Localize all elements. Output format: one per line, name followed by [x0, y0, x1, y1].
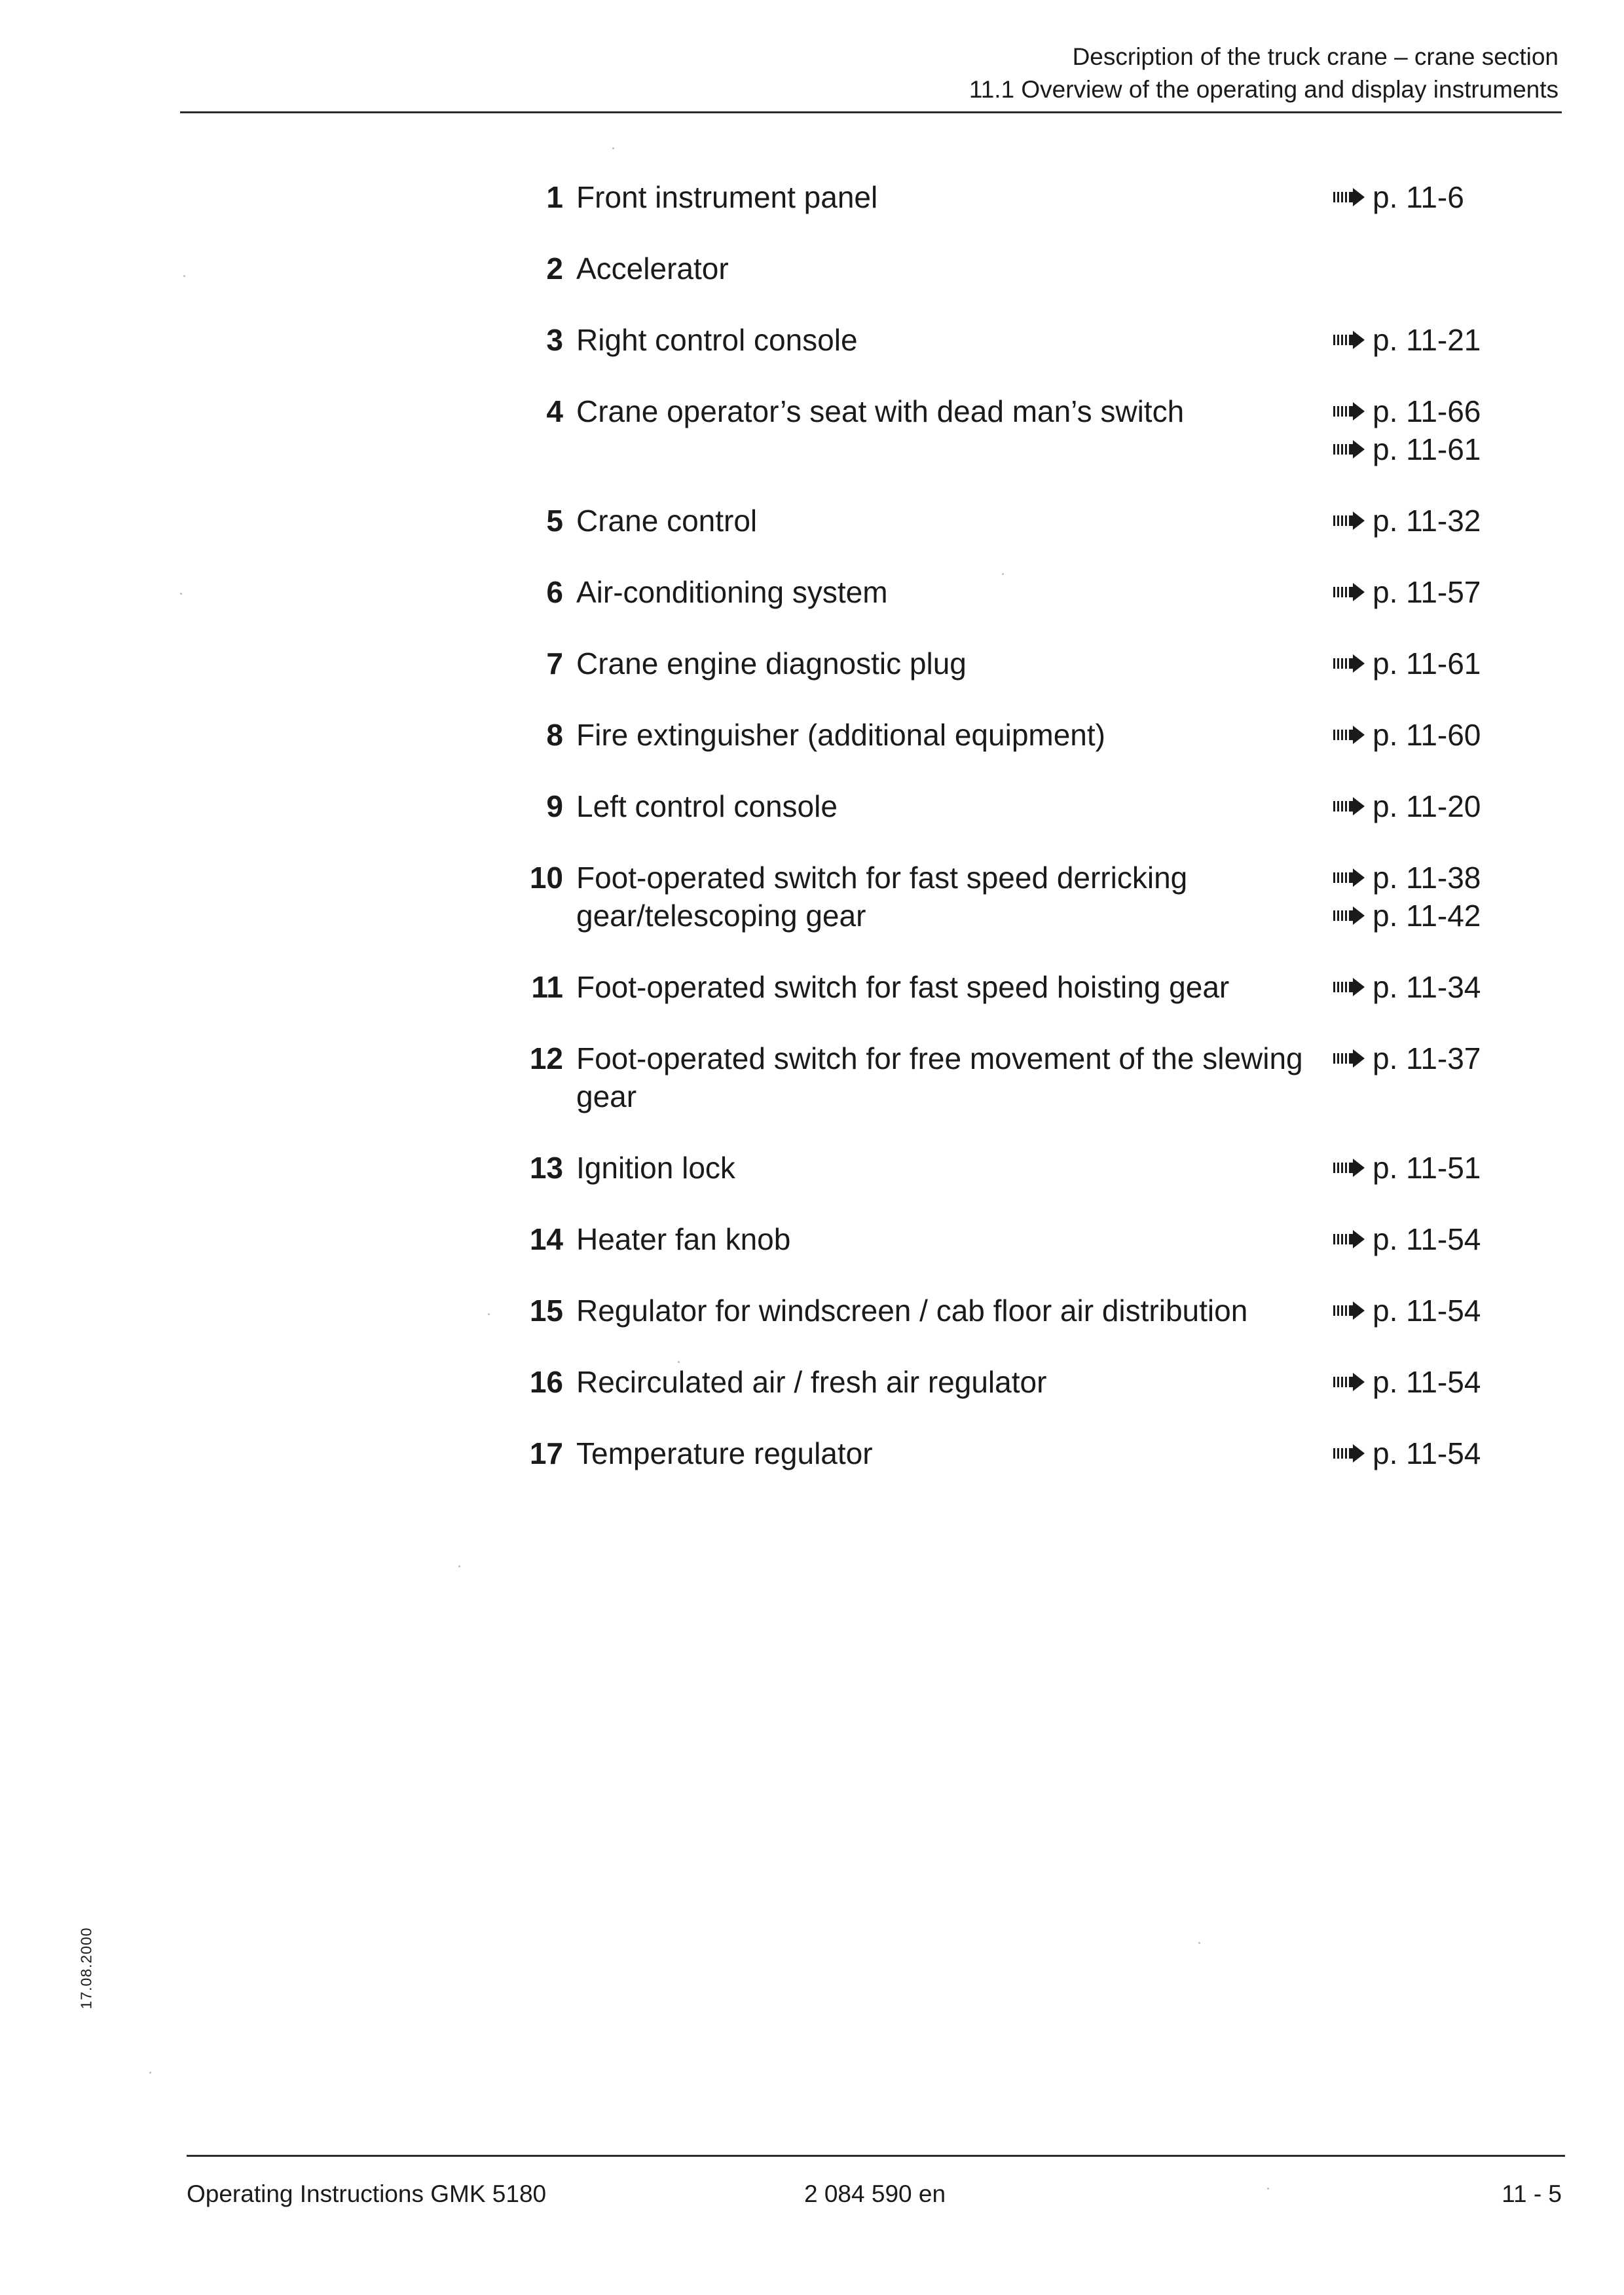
page-reference-arrow-icon	[1333, 726, 1365, 744]
page-reference-arrow-icon	[1333, 906, 1365, 925]
scan-speck	[678, 1361, 680, 1363]
list-item	[498, 859, 1572, 935]
page-reference-text: p. 11-66	[1373, 394, 1481, 428]
item-label: Temperature regulator	[576, 1436, 873, 1470]
page-reference-arrow-icon	[1333, 1373, 1365, 1391]
list-item	[498, 1220, 1572, 1258]
item-page-references	[1333, 1292, 1481, 1330]
item-label: Left control console	[576, 789, 838, 823]
item-number: 12	[529, 1041, 563, 1075]
item-number: 7	[546, 646, 563, 681]
list-item	[498, 573, 1572, 611]
page-reference-text: p. 11-37	[1373, 1041, 1481, 1075]
item-number: 2	[546, 252, 563, 286]
page-reference-text: p. 11-60	[1373, 718, 1481, 752]
item-number: 15	[529, 1294, 563, 1328]
list-item	[498, 502, 1572, 540]
page-reference-text: p. 11-57	[1373, 575, 1481, 609]
page-reference-arrow-icon	[1333, 440, 1365, 458]
page-reference-text: p. 11-51	[1373, 1151, 1481, 1185]
item-label: Accelerator	[576, 252, 729, 286]
page-reference-text: p. 11-6	[1373, 180, 1464, 214]
list-item	[498, 716, 1572, 754]
item-label: Crane control	[576, 504, 758, 538]
scan-speck	[1002, 573, 1004, 575]
item-label: Ignition lock	[576, 1151, 735, 1185]
scan-speck	[488, 1313, 490, 1315]
page-header	[969, 41, 1559, 106]
page-reference-text: p. 11-54	[1373, 1365, 1481, 1399]
footer-document-number: 2 084 590 en	[804, 2180, 946, 2207]
page-reference	[1333, 573, 1481, 611]
page-reference	[1333, 897, 1481, 935]
list-item	[498, 1292, 1572, 1330]
list-item	[498, 321, 1572, 359]
side-date-stamp: 17.08.2000	[77, 1927, 95, 2009]
scan-speck	[458, 1565, 460, 1567]
page-reference-text: p. 11-54	[1373, 1294, 1481, 1328]
page-reference	[1333, 968, 1481, 1006]
item-label: Heater fan knob	[576, 1222, 791, 1256]
item-number: 10	[529, 861, 563, 895]
item-page-references	[1333, 1434, 1481, 1472]
item-number: 16	[529, 1365, 563, 1399]
page-reference-text: p. 11-32	[1373, 504, 1481, 538]
page-reference	[1333, 1220, 1481, 1258]
list-item	[498, 1363, 1572, 1401]
page-reference	[1333, 1363, 1481, 1401]
item-label: Recirculated air / fresh air regulator	[576, 1365, 1047, 1399]
item-page-references	[1333, 178, 1464, 216]
page-reference-arrow-icon	[1333, 797, 1365, 815]
page-reference-arrow-icon	[1333, 188, 1365, 206]
item-number: 3	[546, 323, 563, 357]
page-reference	[1333, 430, 1481, 468]
item-page-references	[1333, 644, 1481, 682]
item-label: Fire extinguisher (additional equipment)	[576, 718, 1105, 752]
item-label: Crane engine diagnostic plug	[576, 646, 967, 681]
list-item	[498, 968, 1572, 1006]
item-label: Crane operator’s seat with dead man’s switch	[576, 394, 1185, 428]
item-label: Regulator for windscreen / cab floor air distribution	[576, 1294, 1248, 1328]
page-reference-text: p. 11-54	[1373, 1436, 1481, 1470]
header-chapter-title: Description of the truck crane – crane section	[1072, 43, 1559, 70]
page-reference-arrow-icon	[1333, 978, 1365, 996]
page-reference	[1333, 1039, 1481, 1077]
item-number: 1	[546, 180, 563, 214]
page-reference	[1333, 178, 1464, 216]
item-number: 8	[546, 718, 563, 752]
item-page-references	[1333, 968, 1481, 1006]
page-reference-text: p. 11-20	[1373, 789, 1481, 823]
page-reference	[1333, 1434, 1481, 1472]
list-item	[498, 644, 1572, 682]
item-number: 4	[546, 394, 563, 428]
page-reference-text: p. 11-38	[1373, 861, 1481, 895]
item-label: Foot-operated switch for fast speed derricking gear/telescoping gear	[576, 861, 1188, 933]
page-reference	[1333, 644, 1481, 682]
item-page-references	[1333, 392, 1481, 468]
item-label: Foot-operated switch for fast speed hoisting gear	[576, 970, 1230, 1004]
item-number: 11	[531, 970, 563, 1004]
item-page-references	[1333, 859, 1481, 935]
list-item	[498, 1149, 1572, 1187]
item-page-references	[1333, 502, 1481, 540]
page-reference-text: p. 11-61	[1373, 646, 1481, 681]
footer-page-number: 11 - 5	[1502, 2180, 1562, 2207]
scan-speck	[1198, 1942, 1200, 1944]
page-reference-arrow-icon	[1333, 1444, 1365, 1463]
page-reference-arrow-icon	[1333, 654, 1365, 673]
page-reference-arrow-icon	[1333, 583, 1365, 601]
item-page-references	[1333, 573, 1481, 611]
item-page-references	[1333, 787, 1481, 825]
item-number: 17	[529, 1436, 563, 1470]
list-item	[498, 787, 1572, 825]
page-reference	[1333, 1149, 1481, 1187]
page-reference-text: p. 11-54	[1373, 1222, 1481, 1256]
page-reference	[1333, 1292, 1481, 1330]
list-item	[498, 250, 1572, 288]
footer-divider	[187, 2155, 1565, 2157]
header-divider	[180, 111, 1562, 113]
page-reference-arrow-icon	[1333, 868, 1365, 887]
page-reference-text: p. 11-21	[1373, 323, 1481, 357]
page-reference	[1333, 392, 1481, 430]
item-page-references	[1333, 1363, 1481, 1401]
scan-speck	[180, 593, 182, 595]
page-reference	[1333, 716, 1481, 754]
instrument-list	[498, 178, 1572, 1506]
list-item	[498, 178, 1572, 216]
item-number: 6	[546, 575, 563, 609]
item-number: 9	[546, 789, 563, 823]
scan-speck	[183, 275, 185, 277]
page-reference	[1333, 859, 1481, 897]
scan-speck	[612, 147, 614, 149]
item-number: 5	[546, 504, 563, 538]
page-reference	[1333, 321, 1481, 359]
item-number: 14	[529, 1222, 563, 1256]
scan-speck	[149, 2072, 151, 2074]
list-item	[498, 392, 1572, 468]
item-page-references	[1333, 1039, 1481, 1077]
item-label: Air-conditioning system	[576, 575, 888, 609]
item-number: 13	[529, 1151, 563, 1185]
list-item	[498, 1434, 1572, 1472]
item-label: Foot-operated switch for free movement of the slewing gear	[576, 1041, 1303, 1113]
header-section-title: 11.1 Overview of the operating and display instruments	[969, 76, 1559, 103]
page-reference	[1333, 787, 1481, 825]
item-page-references	[1333, 1220, 1481, 1258]
footer-document-title: Operating Instructions GMK 5180	[187, 2180, 547, 2207]
page-reference-arrow-icon	[1333, 1159, 1365, 1177]
page-reference-text: p. 11-61	[1373, 432, 1481, 466]
page-reference-arrow-icon	[1333, 1049, 1365, 1068]
item-page-references	[1333, 321, 1481, 359]
page-reference-text: p. 11-34	[1373, 970, 1481, 1004]
scan-speck	[1267, 2188, 1269, 2190]
page-reference-arrow-icon	[1333, 1301, 1365, 1320]
list-item	[498, 1039, 1572, 1115]
item-label: Front instrument panel	[576, 180, 878, 214]
page-reference-text: p. 11-42	[1373, 899, 1481, 933]
item-page-references	[1333, 1149, 1481, 1187]
page-reference-arrow-icon	[1333, 512, 1365, 530]
page-reference-arrow-icon	[1333, 1230, 1365, 1248]
item-label: Right control console	[576, 323, 858, 357]
item-page-references	[1333, 716, 1481, 754]
page-reference	[1333, 502, 1481, 540]
page-reference-arrow-icon	[1333, 331, 1365, 349]
page-reference-arrow-icon	[1333, 402, 1365, 420]
